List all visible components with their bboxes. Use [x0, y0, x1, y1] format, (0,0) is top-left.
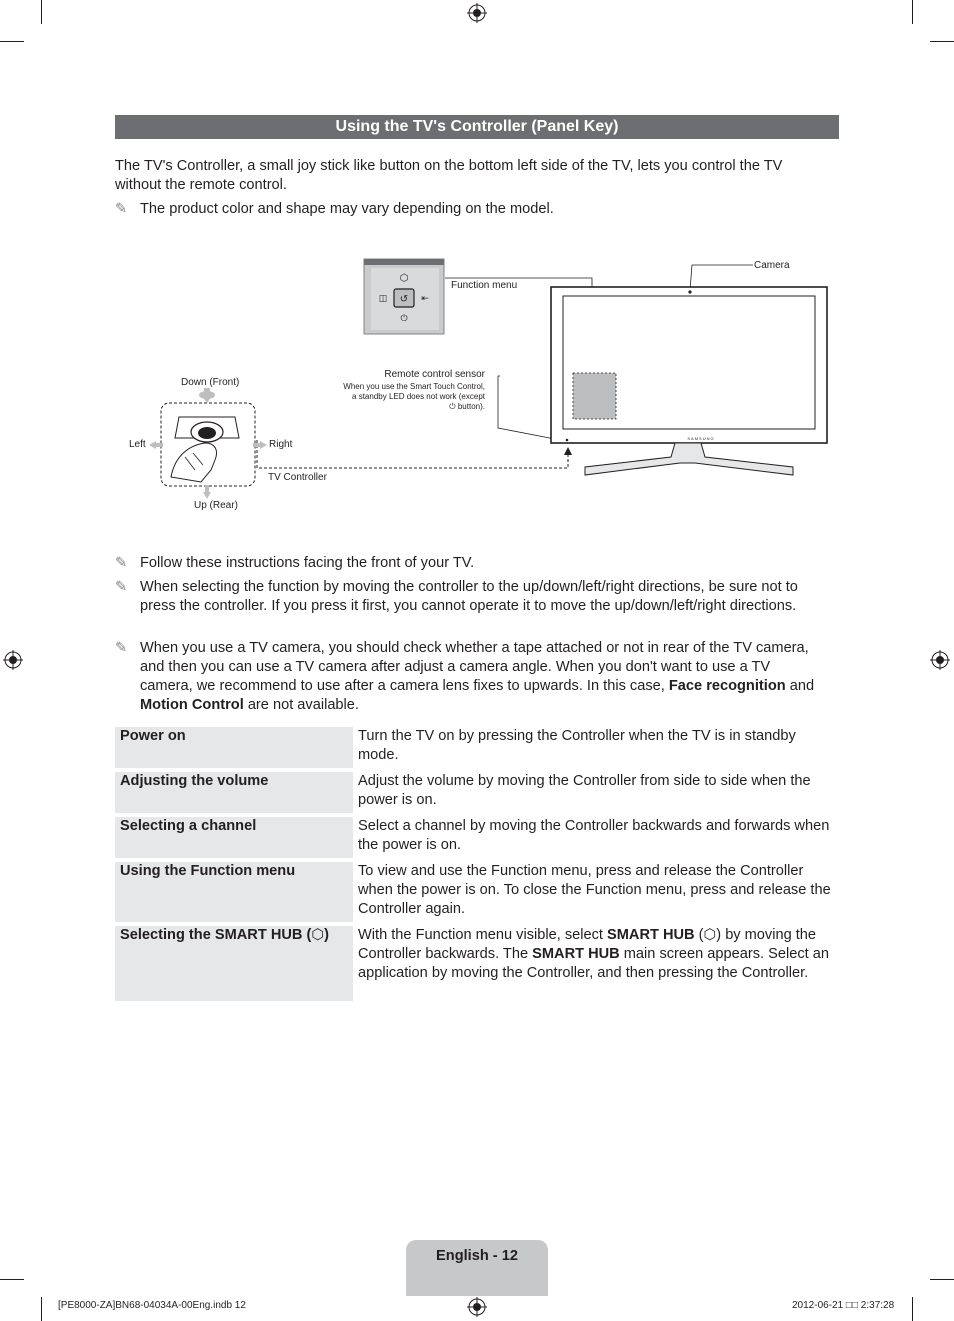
row-label: Power on [115, 727, 353, 768]
crop-mark [930, 41, 954, 42]
registration-mark-icon [467, 1297, 487, 1317]
row-description: Adjust the volume by moving the Controller from side to side when the power is on. [358, 773, 811, 808]
table-row [115, 727, 839, 768]
footer-timestamp: 2012-06-21 □□ 2:37:28 [792, 1300, 895, 1311]
brand-label: SAMSUNG [687, 436, 715, 441]
row-label: Selecting the SMART HUB (⬡) [115, 926, 353, 1001]
crop-mark [0, 41, 24, 42]
crop-mark [930, 1279, 954, 1280]
crop-mark [912, 0, 913, 24]
note-product-color [115, 200, 815, 219]
svg-text:↺: ↺ [399, 294, 409, 305]
note-pencil-icon: ✎ [115, 201, 128, 217]
note-pencil-icon: ✎ [115, 579, 128, 595]
crop-mark [41, 1297, 42, 1321]
row-description: To view and use the Function menu, press and release the Controller when the power is on. To close the Function menu, press and release the Controller again. [358, 863, 831, 917]
label-right: Right [269, 439, 293, 450]
svg-text:◫: ◫ [378, 294, 388, 304]
label-remote-sensor-note: When you use the Smart Touch Control, a standby LED does not work (except ⏻ button). [343, 382, 485, 411]
label-tv-controller: TV Controller [268, 472, 327, 483]
note-directions [115, 578, 815, 616]
power-icon: ⏻ [449, 402, 456, 411]
footer-filename: [PE8000-ZA]BN68-04034A-00Eng.indb 12 [58, 1300, 246, 1311]
label-function-menu: Function menu [451, 280, 518, 291]
row-label: Selecting a channel [115, 817, 353, 858]
crop-mark [912, 1297, 913, 1321]
note-text: The product color and shape may vary depending on the model. [140, 201, 554, 217]
crop-mark [0, 1279, 24, 1280]
tv-illustration [551, 287, 827, 475]
section-title: Using the TV's Controller (Panel Key) [115, 115, 839, 139]
label-left: Left [129, 439, 146, 450]
svg-text:⇤: ⇤ [421, 294, 429, 304]
crop-mark [41, 0, 42, 24]
label-down-front: Down (Front) [181, 377, 240, 388]
row-label: Using the Function menu [115, 862, 353, 922]
row-description: With the Function menu visible, select SMART HUB (⬡) by moving the Controller backwards. The SMART HUB main screen appears. Select an application by moving the Controller, and then pressing the Controller. [358, 927, 830, 981]
note-camera [115, 639, 815, 715]
row-label: Adjusting the volume [115, 772, 353, 813]
table-row [115, 862, 839, 922]
intro-paragraph: The TV's Controller, a small joy stick like button on the bottom left side of the TV, lets you control the TV without the remote control. [115, 158, 783, 193]
page-number-tab: English - 12 [406, 1240, 548, 1296]
joystick-illustration [149, 388, 267, 499]
controller-functions-table [115, 723, 839, 1005]
registration-mark-icon [467, 3, 487, 23]
label-up-rear: Up (Rear) [194, 500, 238, 511]
note-text: When selecting the function by moving the controller to the up/down/left/right directions, be sure not to press the controller. If you press it first, you cannot operate it to move the up/down/left/right directions. [140, 579, 798, 614]
note-facing-front [115, 554, 815, 573]
note-pencil-icon: ✎ [115, 555, 128, 571]
table-row [115, 817, 839, 858]
label-remote-sensor: Remote control sensor [384, 369, 485, 380]
table-row [115, 926, 839, 1001]
function-menu-panel [364, 259, 444, 334]
label-camera: Camera [754, 260, 790, 271]
smart-hub-icon: ⬡ [311, 927, 325, 943]
svg-text:⏻: ⏻ [400, 314, 408, 324]
registration-mark-icon [930, 650, 950, 670]
note-text: When you use a TV camera, you should check whether a tape attached or not in rear of the TV camera, and then you can use a TV camera after adjust a camera angle. When you don't want to use a TV camera, we recommend to use after a camera lens fixes to upwards. In this case, Face recognition and Motion Control are not available. [140, 640, 815, 713]
row-description: Select a channel by moving the Controller backwards and forwards when the power is on. [358, 818, 830, 853]
table-row [115, 772, 839, 813]
row-description: Turn the TV on by pressing the Controller when the TV is in standby mode. [358, 728, 796, 763]
smart-hub-icon: ⬡ [703, 927, 717, 943]
registration-mark-icon [3, 650, 23, 670]
svg-text:⬡: ⬡ [399, 273, 409, 284]
note-text: Follow these instructions facing the front of your TV. [140, 555, 475, 571]
note-pencil-icon: ✎ [115, 640, 128, 656]
